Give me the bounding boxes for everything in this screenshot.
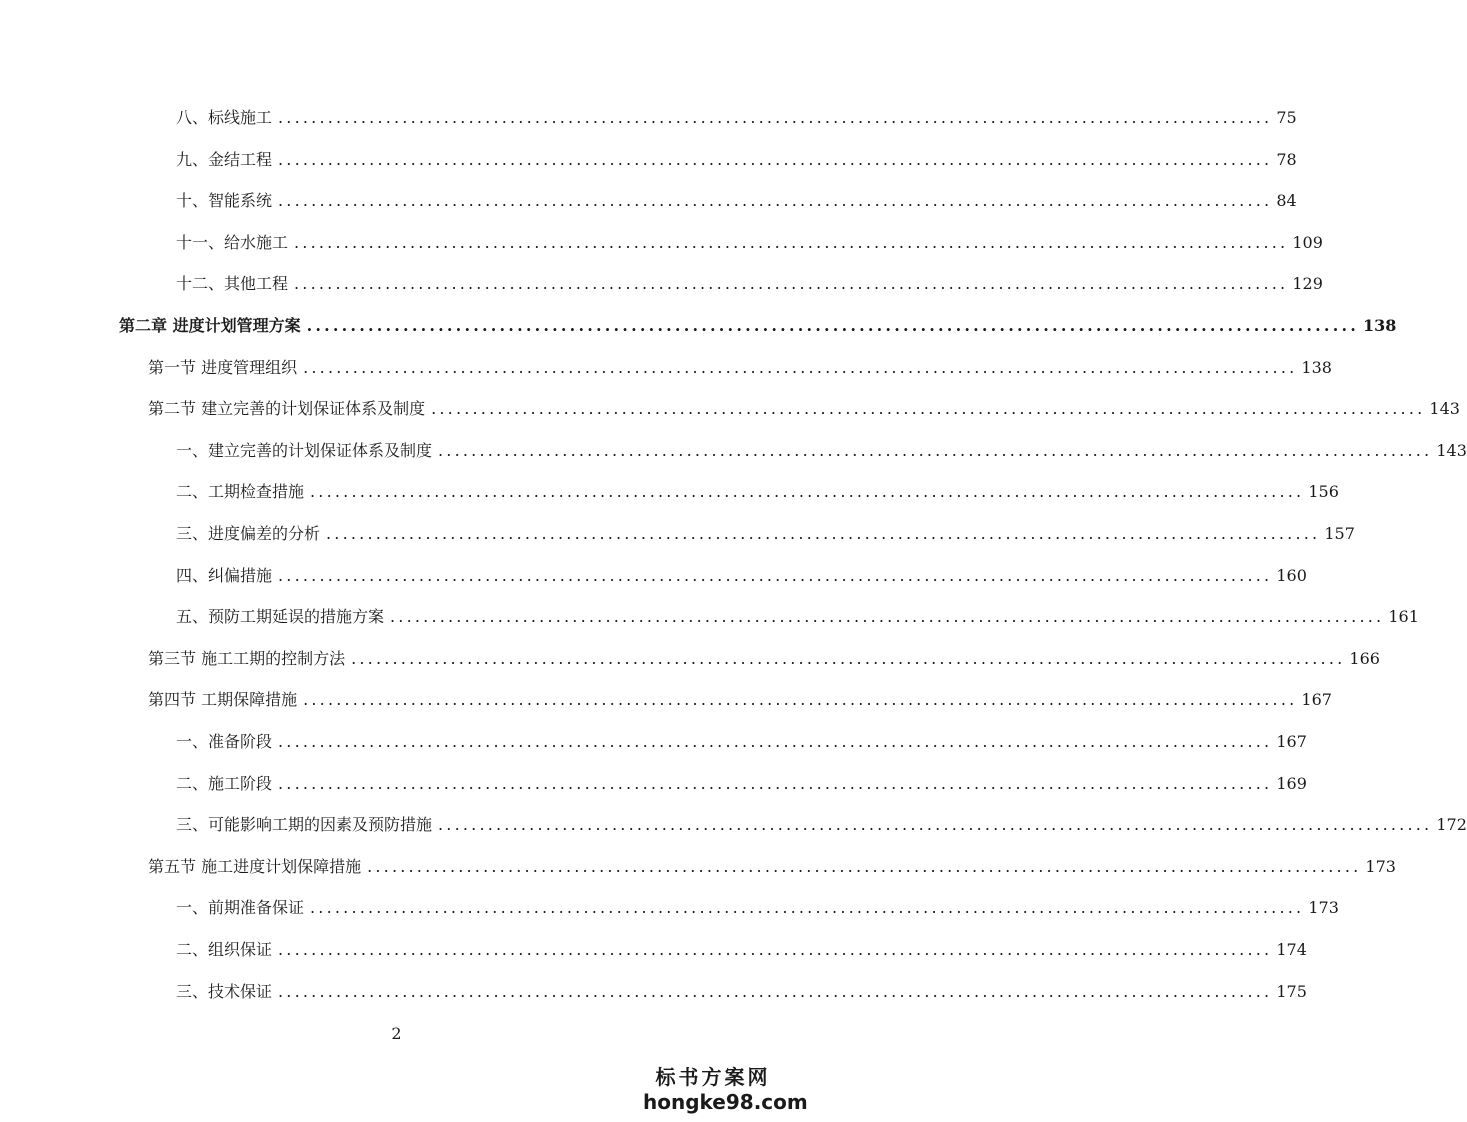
toc-chapter-entry[interactable] [119,316,1397,336]
toc-leader-dots: ........................................................................................................................ [278,565,1273,585]
toc-entry[interactable] [176,607,1419,627]
toc-entry-title: 二、组织保证 [176,940,273,959]
toc-section-entry[interactable] [148,856,1396,877]
toc-entry[interactable] [176,940,1307,960]
toc-leader-dots: ........................................................................................................................ [278,773,1273,793]
toc-entry-page: 78 [1276,149,1297,169]
toc-entry-page: 138 [1363,316,1397,335]
toc-entry-page: 161 [1388,607,1419,627]
toc-entry-title: 四、纠偏措施 [176,565,273,585]
toc-entry-page: 172 [1436,815,1467,835]
toc-leader-dots: ........................................................................................................................ [438,440,1433,460]
toc-entry-page: 143 [1436,440,1467,460]
toc-leader-dots: ........................................................................................................................ [431,399,1426,419]
toc-entry-title: 五、预防工期延误的措施方案 [176,607,385,627]
toc-entry[interactable] [176,232,1323,253]
toc-entry[interactable] [176,108,1297,128]
toc-entry-page: 129 [1292,274,1323,294]
toc-entry[interactable] [176,898,1339,918]
toc-entry[interactable] [176,440,1467,461]
toc-entry-page: 138 [1301,357,1332,377]
toc-entry[interactable] [176,191,1297,211]
toc-entry[interactable] [176,274,1323,294]
toc-entry-title: 三、技术保证 [176,981,273,1001]
toc-entry-title: 十二、其他工程 [176,274,289,294]
toc-entry[interactable] [176,149,1297,170]
toc-entry[interactable] [176,524,1355,544]
toc-leader-dots: ........................................................................................................................ [390,607,1385,627]
toc-leader-dots: ........................................................................................................................ [294,274,1289,294]
toc-entry[interactable] [176,482,1339,502]
toc-leader-dots: ........................................................................................................................ [294,232,1289,252]
toc-entry-page: 160 [1276,565,1307,585]
watermark-logo [643,1061,808,1114]
toc-entry-page: 167 [1276,732,1307,751]
watermark-url: hongke98.com [643,1090,808,1114]
toc-leader-dots: ........................................................................................................................ [278,191,1273,211]
toc-entry-title: 第五节 施工进度计划保障措施 [148,856,362,876]
toc-section-entry[interactable] [148,690,1332,710]
toc-entry-title: 十、智能系统 [176,191,273,211]
toc-entry[interactable] [176,565,1307,586]
toc-leader-dots: ........................................................................................................................ [303,357,1298,377]
toc-leader-dots: ........................................................................................................................ [310,482,1305,502]
page-number: 2 [391,1024,402,1043]
toc-entry[interactable] [176,732,1307,752]
toc-leader-dots: ........................................................................................................................ [278,981,1273,1001]
toc-entry-title: 八、标线施工 [176,108,273,127]
toc-section-entry[interactable] [148,357,1332,378]
toc-section-entry[interactable] [148,648,1380,669]
toc-entry-page: 75 [1276,108,1297,127]
toc-entry-page: 174 [1276,940,1307,959]
toc-section-entry[interactable] [148,399,1460,419]
toc-entry-title: 第二节 建立完善的计划保证体系及制度 [148,399,426,419]
toc-entry-title: 第一节 进度管理组织 [148,357,298,377]
toc-entry-title: 三、可能影响工期的因素及预防措施 [176,815,433,835]
toc-entry-title: 第三节 施工工期的控制方法 [148,648,346,668]
watermark-name: 标书方案网 [655,1065,771,1089]
toc-leader-dots: ........................................................................................................................ [306,316,1360,335]
toc-entry-page: 173 [1365,856,1396,876]
toc-leader-dots: ........................................................................................................................ [326,524,1321,543]
toc-entry-page: 169 [1276,773,1307,793]
toc-leader-dots: ........................................................................................................................ [278,940,1273,959]
toc-leader-dots: ........................................................................................................................ [303,690,1298,710]
toc-entry-title: 一、建立完善的计划保证体系及制度 [176,440,433,460]
toc-leader-dots: ........................................................................................................................ [438,815,1433,835]
toc-entry[interactable] [176,815,1467,835]
toc-entry-page: 157 [1324,524,1355,543]
toc-entry-title: 十一、给水施工 [176,232,289,252]
toc-leader-dots: ........................................................................................................................ [278,108,1273,127]
toc-leader-dots: ........................................................................................................................ [278,732,1273,751]
toc-entry-title: 一、前期准备保证 [176,898,305,918]
toc-entry-page: 175 [1276,981,1307,1001]
toc-entry-title: 二、工期检查措施 [176,482,305,502]
toc-entry[interactable] [176,981,1307,1002]
toc-entry-page: 109 [1292,232,1323,252]
toc-entry-title: 二、施工阶段 [176,773,273,793]
toc-leader-dots: ........................................................................................................................ [351,648,1346,668]
toc-entry-page: 84 [1276,191,1297,211]
toc-entry-page: 143 [1429,399,1460,419]
toc-leader-dots: ........................................................................................................................ [367,856,1362,876]
toc-leader-dots: ........................................................................................................................ [278,149,1273,169]
toc-entry-page: 167 [1301,690,1332,710]
toc-entry-title: 第二章 进度计划管理方案 [119,316,301,335]
toc-entry-page: 166 [1349,648,1380,668]
toc-entry-title: 第四节 工期保障措施 [148,690,298,710]
toc-entry[interactable] [176,773,1307,794]
toc-entry-title: 九、金结工程 [176,149,273,169]
toc-entry-title: 三、进度偏差的分析 [176,524,321,543]
toc-entry-title: 一、准备阶段 [176,732,273,751]
toc-leader-dots: ........................................................................................................................ [310,898,1305,918]
toc-entry-page: 173 [1308,898,1339,918]
toc-entry-page: 156 [1308,482,1339,502]
